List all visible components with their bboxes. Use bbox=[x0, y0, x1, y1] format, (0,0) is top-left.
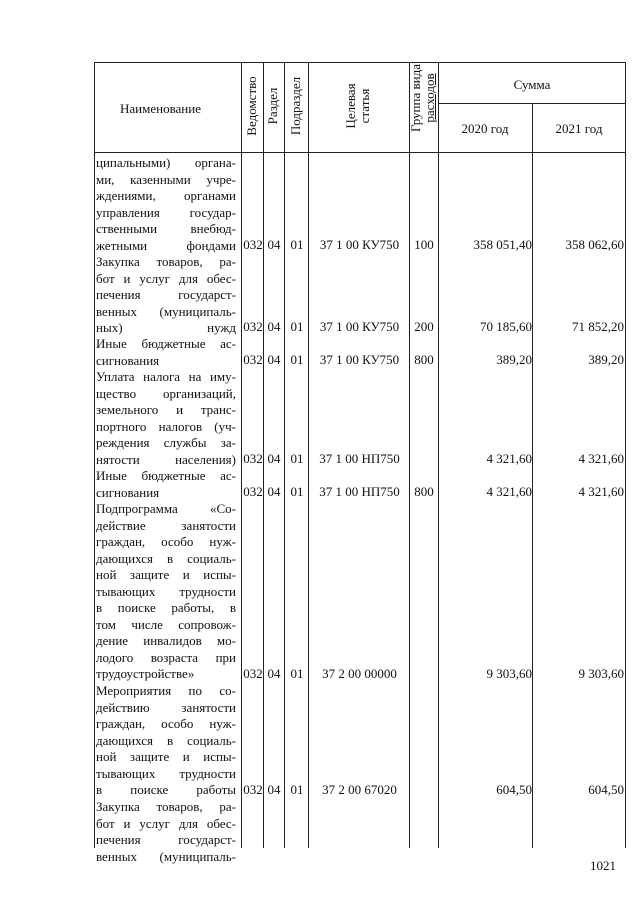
row-name-line: ной защите и испы- bbox=[96, 749, 236, 764]
row-name-line: Иные бюджетные ас- bbox=[96, 336, 236, 351]
row-name-line: сигнования bbox=[96, 484, 160, 500]
row-name-line: Закупка товаров, ра- bbox=[96, 799, 236, 814]
summa-divider bbox=[438, 103, 626, 104]
sum-2020-cell: 358 051,40 bbox=[473, 237, 532, 252]
header-vedomstvo: Ведомство bbox=[244, 76, 259, 136]
row-name bbox=[96, 799, 236, 865]
row-name-line: ственными внебюд- bbox=[96, 221, 236, 236]
column-divider-years bbox=[532, 103, 533, 848]
header-gruppa-line-1: Группа вида bbox=[408, 64, 423, 132]
razdel-cell: 04 bbox=[267, 319, 281, 334]
sum-2021-cell: 358 062,60 bbox=[565, 237, 624, 252]
sum-2021-cell: 4 321,60 bbox=[578, 484, 624, 499]
row-name-line: Подпрограмма «Со- bbox=[96, 501, 236, 516]
row-name bbox=[96, 336, 236, 369]
header-celevaya-line-1: Целевая bbox=[343, 83, 358, 129]
celevaya-statya-cell: 37 1 00 НП750 bbox=[319, 451, 400, 466]
header-celevaya-statya bbox=[344, 83, 372, 128]
header-year-2021: 2021 год bbox=[555, 121, 603, 136]
row-name-line: реждения службы за- bbox=[96, 435, 236, 450]
razdel-cell: 04 bbox=[267, 484, 281, 499]
table-border-right bbox=[625, 62, 626, 848]
celevaya-statya-cell: 37 2 00 00000 bbox=[322, 666, 397, 681]
header-gruppa-vida bbox=[409, 64, 437, 132]
vedomstvo-cell: 032 bbox=[243, 666, 263, 681]
table-border-left bbox=[94, 62, 95, 848]
razdel-cell: 04 bbox=[267, 237, 281, 252]
row-name-line: портного налогов (уч- bbox=[96, 418, 236, 434]
podrazdel-cell: 01 bbox=[290, 484, 304, 499]
header-gruppa-line-2: расходов bbox=[422, 73, 437, 123]
row-name bbox=[96, 683, 236, 799]
vedomstvo-cell: 032 bbox=[243, 451, 263, 466]
celevaya-statya-cell: 37 1 00 КУ750 bbox=[319, 352, 400, 367]
sum-2021-cell: 604,50 bbox=[588, 782, 624, 797]
sum-2020-cell: 4 321,60 bbox=[486, 484, 532, 499]
podrazdel-cell: 01 bbox=[290, 352, 304, 367]
celevaya-statya-cell: 37 1 00 КУ750 bbox=[319, 319, 400, 334]
razdel-cell: 04 bbox=[267, 666, 281, 681]
row-name-line: венных (муниципаль- bbox=[96, 303, 236, 319]
row-name-line: ждениями, органами bbox=[96, 188, 236, 203]
row-name bbox=[96, 501, 236, 683]
row-name-line: печения государст- bbox=[96, 287, 236, 302]
row-name-line: Иные бюджетные ас- bbox=[96, 468, 236, 483]
row-name-line: трудоустройстве» bbox=[96, 666, 195, 681]
row-name-line: жетными фондами bbox=[96, 237, 236, 253]
row-name-line: бот и услуг для обес- bbox=[96, 815, 236, 831]
podrazdel-cell: 01 bbox=[290, 319, 304, 334]
row-name-line: в поиске работы, в bbox=[96, 600, 236, 615]
row-name-line: дающихся в социаль- bbox=[96, 550, 236, 566]
row-name-line: ной защите и испы- bbox=[96, 567, 236, 582]
sum-2021-cell: 9 303,60 bbox=[578, 666, 624, 681]
vedomstvo-cell: 032 bbox=[243, 484, 263, 499]
page-number: 1021 bbox=[590, 858, 616, 873]
row-name-line: действие занятости bbox=[96, 517, 236, 533]
podrazdel-cell: 01 bbox=[290, 782, 304, 797]
vedomstvo-cell: 032 bbox=[243, 352, 263, 367]
column-divider bbox=[241, 62, 242, 848]
row-name-line: ных) нужд bbox=[96, 320, 236, 335]
row-name-line: дающихся в социаль- bbox=[96, 732, 236, 748]
row-name-line: Уплата налога на иму- bbox=[96, 369, 236, 384]
column-divider bbox=[284, 62, 285, 848]
row-name-line: граждан, особо нуж- bbox=[96, 534, 236, 549]
celevaya-statya-cell: 37 1 00 КУ750 bbox=[319, 237, 400, 252]
razdel-cell: 04 bbox=[267, 782, 281, 797]
header-celevaya-line-2: статья bbox=[357, 88, 372, 124]
table-border-top bbox=[94, 62, 626, 63]
podrazdel-cell: 01 bbox=[290, 666, 304, 681]
razdel-cell: 04 bbox=[267, 352, 281, 367]
row-name bbox=[96, 254, 236, 337]
razdel-cell: 04 bbox=[267, 451, 281, 466]
row-name-line: ми, казенными учре- bbox=[96, 171, 236, 187]
podrazdel-cell: 01 bbox=[290, 237, 304, 252]
row-name-line: том числе сопровож- bbox=[96, 616, 236, 632]
header-name: Наименование bbox=[120, 101, 201, 116]
sum-2021-cell: 389,20 bbox=[588, 352, 624, 367]
vedomstvo-cell: 032 bbox=[243, 319, 263, 334]
row-name-line: граждан, особо нуж- bbox=[96, 716, 236, 731]
sum-2021-cell: 4 321,60 bbox=[578, 451, 624, 466]
sum-2020-cell: 604,50 bbox=[496, 782, 532, 797]
row-name bbox=[96, 155, 236, 254]
row-name-line: управления государ- bbox=[96, 204, 236, 220]
vedomstvo-cell: 032 bbox=[243, 782, 263, 797]
row-name bbox=[96, 369, 236, 468]
vedomstvo-cell: 032 bbox=[243, 237, 263, 252]
podrazdel-cell: 01 bbox=[290, 451, 304, 466]
celevaya-statya-cell: 37 2 00 67020 bbox=[322, 782, 397, 797]
header-summa: Сумма bbox=[513, 77, 551, 92]
sum-2021-cell: 71 852,20 bbox=[572, 319, 624, 334]
row-name-line: лодого возраста при bbox=[96, 649, 236, 665]
row-name-line: ципальными) органа- bbox=[96, 155, 236, 170]
header-razdel: Раздел bbox=[265, 87, 280, 125]
header-bottom-line bbox=[94, 152, 626, 153]
header-podrazdel: Подраздел bbox=[288, 76, 303, 136]
gruppa-vida-cell: 800 bbox=[414, 352, 434, 367]
row-name-line: тывающих трудности bbox=[96, 765, 236, 781]
sum-2020-cell: 9 303,60 bbox=[486, 666, 532, 681]
gruppa-vida-cell: 100 bbox=[414, 237, 434, 252]
row-name-line: венных (муниципаль- bbox=[96, 848, 236, 864]
row-name-line: тывающих трудности bbox=[96, 583, 236, 599]
row-name-line: в поиске работы bbox=[96, 782, 236, 797]
row-name-line: сигнования bbox=[96, 352, 160, 368]
sum-2020-cell: 389,20 bbox=[496, 352, 532, 367]
row-name-line: бот и услуг для обес- bbox=[96, 270, 236, 286]
row-name-line: земельного и транс- bbox=[96, 402, 236, 417]
sum-2020-cell: 4 321,60 bbox=[486, 451, 532, 466]
row-name bbox=[96, 468, 236, 501]
header-year-2020: 2020 год bbox=[461, 121, 509, 136]
row-name-line: печения государст- bbox=[96, 832, 236, 847]
gruppa-vida-cell: 200 bbox=[414, 319, 434, 334]
gruppa-vida-cell: 800 bbox=[414, 484, 434, 499]
sum-2020-cell: 70 185,60 bbox=[480, 319, 532, 334]
row-name-line: нятости населения) bbox=[96, 451, 236, 467]
row-name-line: дение инвалидов мо- bbox=[96, 633, 236, 648]
celevaya-statya-cell: 37 1 00 НП750 bbox=[319, 484, 400, 499]
row-name-line: Мероприятия по со- bbox=[96, 683, 236, 698]
row-name-line: действию занятости bbox=[96, 699, 236, 715]
row-name-line: щество организаций, bbox=[96, 385, 236, 401]
row-name-line: Закупка товаров, ра- bbox=[96, 254, 236, 269]
